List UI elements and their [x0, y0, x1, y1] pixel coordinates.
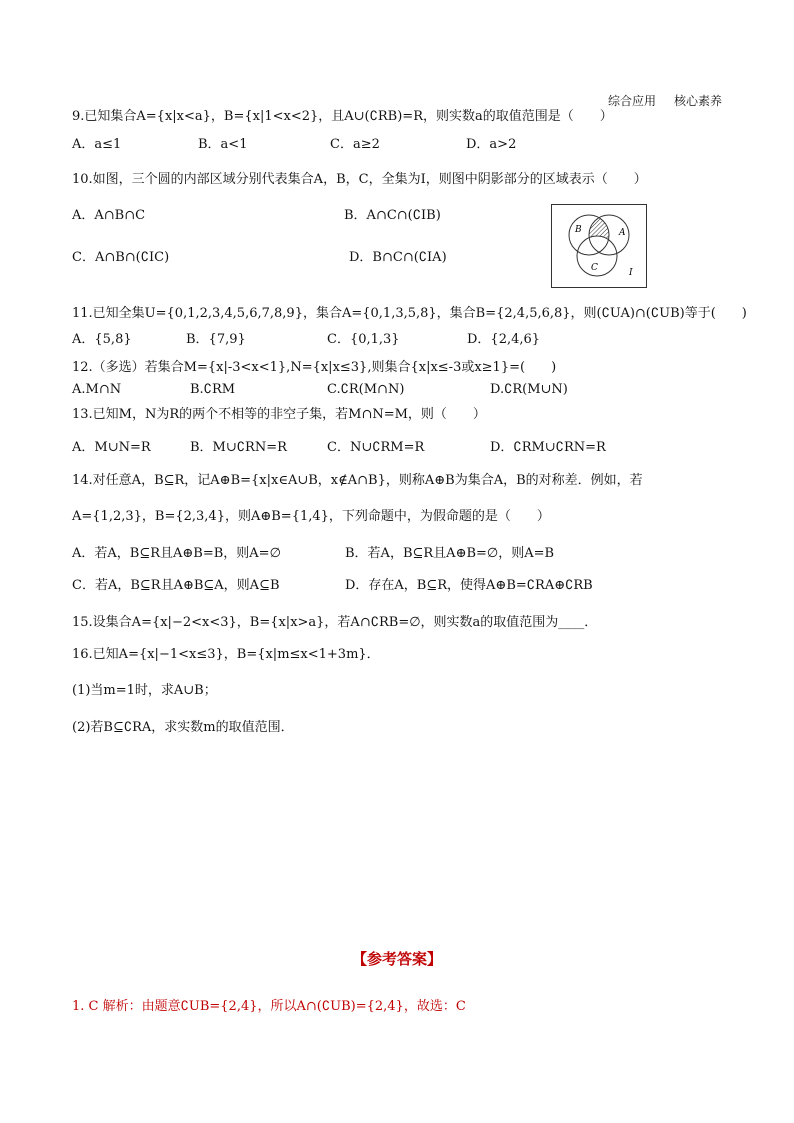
venn-diagram: [551, 204, 647, 288]
venn-label-b: B: [575, 225, 582, 235]
q13-stem: 13.已知M，N为R的两个不相等的非空子集，若M∩N=M，则（ ）: [72, 407, 486, 422]
q15-stem: 15.设集合A={x|−2<x<3}，B={x|x>a}，若A∩∁RB=∅，则实数a的取值范围为____．: [72, 615, 598, 630]
q12-option-d: D.∁R(M∪N): [490, 382, 568, 397]
q10-option-a: A．A∩B∩C: [72, 208, 146, 223]
q9-option-d: D．a>2: [466, 137, 517, 152]
q9-stem: 9.已知集合A={x|x<a}，B={x|1<x<2}，且A∪(∁RB)=R，则实数a的取值范围是（ ）: [72, 109, 613, 124]
q12-stem: 12.（多选）若集合M={x|-3<x<1},N={x|x≤3},则集合{x|x≤-3或x≥1}=( ): [72, 360, 557, 375]
venn-label-c: C: [591, 263, 598, 273]
q11-option-a: A．{5,8}: [72, 332, 132, 347]
answer-1: 1. C 解析：由题意∁UB={2,4}，所以A∩(∁UB)={2,4}，故选：C: [72, 999, 466, 1014]
venn-label-i: I: [629, 268, 633, 278]
q13-option-c: C．N∪∁RM=R: [327, 440, 425, 455]
venn-label-a: A: [619, 228, 626, 238]
q12-option-c: C.∁R(M∩N): [327, 382, 405, 397]
q16-part1: (1)当m=1时，求A∪B；: [72, 683, 217, 698]
q12-option-a: A.M∩N: [72, 382, 122, 397]
q14-option-c: C．若A，B⊆R且A⊕B⊆A，则A⊆B: [72, 578, 280, 593]
header-tag-core: 核心素养: [673, 94, 722, 108]
q13-option-a: A．M∪N=R: [72, 440, 151, 455]
q11-option-c: C．{0,1,3}: [327, 332, 400, 347]
q9-option-c: C．a≥2: [330, 137, 380, 152]
q10-option-b: B．A∩C∩(∁IB): [344, 208, 441, 223]
q11-stem: 11.已知全集U={0,1,2,3,4,5,6,7,8,9}，集合A={0,1,3,5,8}，集合B={2,4,5,6,8}，则(∁UA)∩(∁UB)等于( ): [72, 306, 747, 321]
header-tag-comprehensive: 综合应用: [607, 94, 656, 108]
q14-stem-line2: A={1,2,3}，B={2,3,4}，则A⊕B={1,4}，下列命题中，为假命题的是（ ）: [72, 509, 550, 524]
q10-stem: 10.如图，三个圆的内部区域分别代表集合A，B，C，全集为I，则图中阴影部分的区域表示（ ）: [72, 172, 647, 187]
q12-option-b: B.∁RM: [190, 382, 236, 397]
q13-option-b: B．M∪∁RN=R: [190, 440, 287, 455]
q16-stem: 16.已知A={x|−1<x≤3}，B={x|m≤x<1+3m}．: [72, 647, 380, 662]
q10-option-c: C．A∩B∩(∁IC): [72, 250, 170, 265]
q14-option-d: D．存在A，B⊆R，使得A⊕B=∁RA⊕∁RB: [345, 578, 593, 593]
q9-option-b: B．a<1: [198, 137, 248, 152]
q14-option-a: A．若A，B⊆R且A⊕B=B，则A=∅: [72, 546, 281, 561]
q10-option-d: D．B∩C∩(∁IA): [349, 250, 447, 265]
q14-stem-line1: 14.对任意A，B⊆R，记A⊕B={x|x∈A∪B，x∉A∩B}，则称A⊕B为集合A，B的对称差．例如，若: [72, 473, 643, 488]
q14-option-b: B．若A，B⊆R且A⊕B=∅，则A=B: [345, 546, 555, 561]
page-header: [590, 92, 722, 109]
q9-option-a: A．a≤1: [72, 137, 122, 152]
q16-part2: (2)若B⊆∁RA，求实数m的取值范围．: [72, 720, 294, 735]
q11-option-b: B．{7,9}: [186, 332, 246, 347]
answers-title: 【参考答案】: [351, 950, 442, 968]
q11-option-d: D．{2,4,6}: [467, 332, 541, 347]
q13-option-d: D．∁RM∪∁RN=R: [490, 440, 606, 455]
